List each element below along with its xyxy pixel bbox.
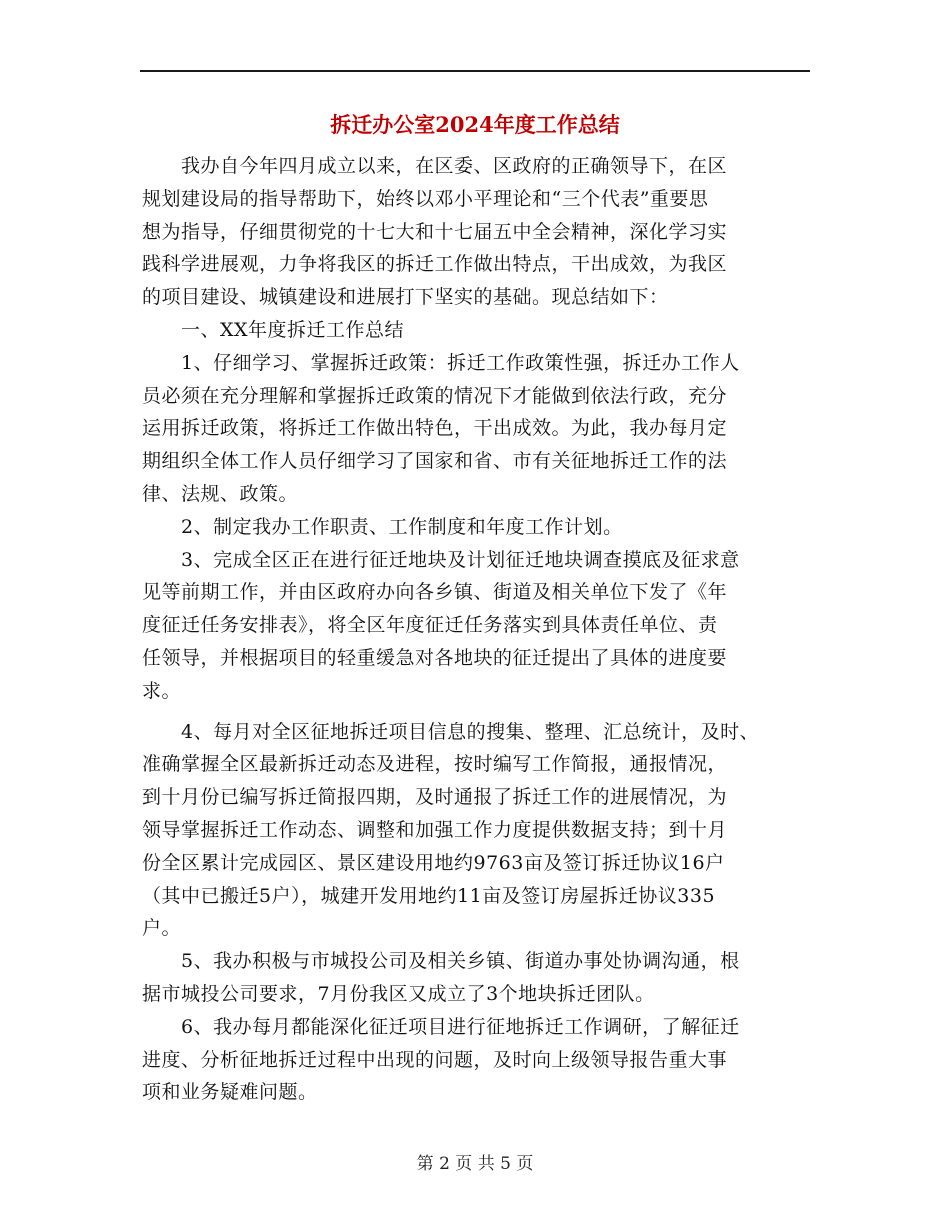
page-number: 第 2 页 共 5 页: [416, 1154, 534, 1174]
text-line: 户。: [142, 917, 182, 940]
text-line: 见等前期工作，并由区政府办向各乡镇、街道及相关单位下发了《年: [142, 581, 728, 604]
text-line: 领导掌握拆迁工作动态、调整和加强工作力度提供数据支持；到十月: [142, 818, 728, 841]
text-line: 5、我办积极与市城投公司及相关乡镇、街道办事处协调沟通，根: [142, 950, 740, 973]
text-line: 项和业务疑难问题。: [142, 1081, 318, 1104]
text-line: 到十月份已编写拆迁简报四期，及时通报了拆迁工作的进展情况，为: [142, 786, 728, 809]
text-line: 想为指导，仔细贯彻党的十七大和十七届五中全会精神，深化学习实: [142, 220, 728, 243]
text-line: 践科学进展观，力争将我区的拆迁工作做出特点，干出成效，为我区: [142, 253, 728, 276]
text-line: 规划建设局的指导帮助下，始终以邓小平理论和“三个代表”重要思: [142, 187, 709, 210]
text-line: 3、完成全区正在进行征迁地块及计划征迁地块调查摸底及征求意: [142, 548, 740, 571]
text-line: 律、法规、政策。: [142, 482, 299, 505]
text-line: 任领导，并根据项目的轻重缓急对各地块的征迁提出了具体的进度要: [142, 646, 728, 669]
text-line: 的项目建设、城镇建设和进展打下坚实的基础。现总结如下：: [142, 286, 669, 309]
text-line: 1、仔细学习、掌握拆迁政策：拆迁工作政策性强，拆迁办工作人: [142, 351, 740, 374]
document-body: [142, 150, 822, 1109]
text-line: 准确掌握全区最新拆迁动态及进程，按时编写工作简报，通报情况，: [142, 753, 728, 776]
text-line: 份全区累计完成园区、景区建设用地约9763亩及签订拆迁协议16户: [142, 851, 725, 874]
text-line: 求。: [142, 679, 182, 702]
text-line: 2、制定我办工作职责、工作制度和年度工作计划。: [142, 515, 623, 538]
text-line: 据市城投公司要求，7月份我区又成立了3个地块拆迁团队。: [142, 982, 655, 1005]
text-line: 4、每月对全区征地拆迁项目信息的搜集、整理、汇总统计，及时、: [142, 720, 760, 743]
text-line: 员必须在充分理解和掌握拆迁政策的情况下才能做到依法行政，充分: [142, 384, 728, 407]
text-line: 我办自今年四月成立以来，在区委、区政府的正确领导下，在区: [142, 155, 728, 177]
text-line: 进度、分析征地拆迁过程中出现的问题，及时向上级领导报告重大事: [142, 1048, 728, 1071]
text-line: 运用拆迁政策，将拆迁工作做出特色，干出成效。为此，我办每月定: [142, 417, 728, 440]
text-line: （其中已搬迁5户），城建开发用地约11亩及签订房屋拆迁协议335: [142, 884, 716, 907]
text-line: 6、我办每月都能深化征迁项目进行征地拆迁工作调研，了解征迁: [142, 1015, 740, 1038]
text-line: 度征迁任务安排表》，将全区年度征迁任务落实到具体责任单位、责: [142, 614, 718, 637]
text-line: 一、XX年度拆迁工作总结: [142, 318, 405, 341]
text-line: 期组织全体工作人员仔细学习了国家和省、市有关征地拆迁工作的法: [142, 450, 728, 473]
header-rule: [140, 70, 810, 72]
document-title: 拆迁办公室2024年度工作总结: [330, 112, 620, 137]
